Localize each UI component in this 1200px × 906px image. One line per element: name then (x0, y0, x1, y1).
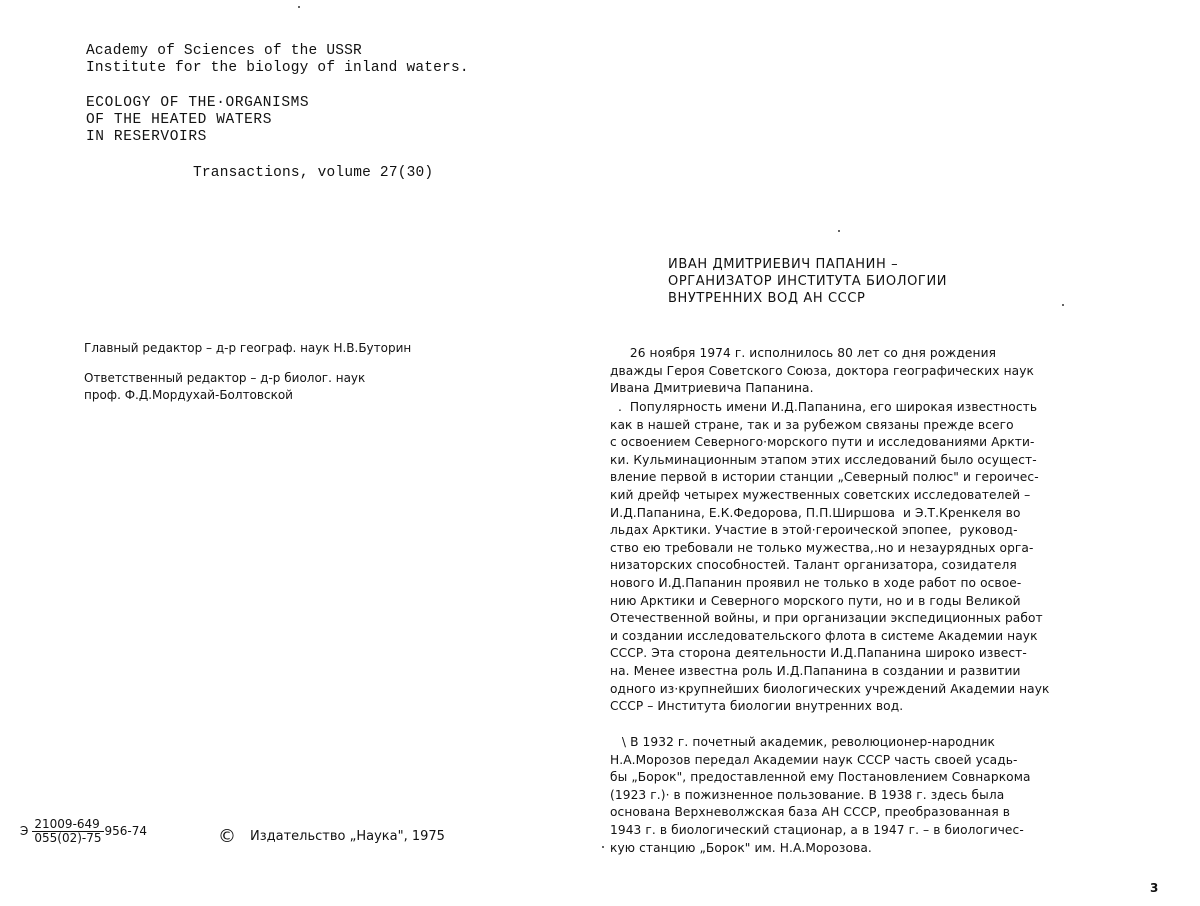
udc-code (20, 818, 147, 845)
text-line: бы „Борок", предоставленной ему Постановлением Совнаркома (610, 770, 1031, 785)
text-line: низаторских способностей. Талант организатора, созидателя (610, 558, 1017, 573)
text-line: Ивана Дмитриевича Папанина. (610, 381, 814, 396)
text-line: основана Верхневолжская база АН СССР, преобразованная в (610, 805, 1011, 820)
institution-line: Academy of Sciences of the USSR (86, 43, 362, 59)
text-line: И.Д.Папанина, Е.К.Федорова, П.П.Ширшова и Э.Т.Кренкеля во (610, 505, 1021, 520)
editor-in-chief: Главный редактор – д-р географ. наук Н.В.Буторин (84, 341, 412, 355)
heading-line: ОРГАНИЗАТОР ИНСТИТУТА БИОЛОГИИ (668, 274, 948, 289)
scan-speck (838, 230, 840, 232)
text-line: Отечественной войны, и при организации экспедиционных работ (610, 611, 1043, 626)
text-line: кий дрейф четырех мужественных советских исследователей – (610, 487, 1031, 502)
scan-speck (298, 6, 300, 8)
udc-denominator: 055(02)-75 (34, 831, 102, 845)
udc-suffix: 956-74 (104, 824, 148, 838)
text-line: \ В 1932 г. почетный академик, революционер-народник (610, 735, 995, 749)
scan-speck (1062, 304, 1064, 306)
udc-fraction (32, 818, 103, 845)
text-line: вление первой в истории станции „Северный полюс" и героичес- (610, 470, 1039, 485)
text-line: Н.А.Морозов передал Академии наук СССР часть своей усадь- (610, 752, 1018, 767)
text-line: и создании исследовательского флота в системе Академии наук (610, 628, 1038, 643)
copyright-icon: © (218, 826, 236, 847)
text-line: 26 ноября 1974 г. исполнилось 80 лет со дня рождения (610, 346, 997, 360)
paragraph-1 (610, 345, 1034, 398)
institution-line: Institute for the biology of inland waters. (86, 60, 469, 76)
article-heading (668, 256, 947, 307)
text-line: одного из·крупнейших биологических учреждений Академии наук (610, 681, 1050, 696)
copyright-notice (218, 828, 445, 845)
text-line: с освоением Северного·морского пути и исследованиями Аркти- (610, 435, 1035, 450)
text-line: 1943 г. в биологический стационар, а в 1947 г. – в биологичес- (610, 822, 1024, 837)
udc-numerator: 21009-649 (32, 818, 103, 832)
text-line: кую станцию „Борок" им. Н.А.Морозова. (610, 840, 872, 855)
text-line: (1923 г.)· в пожизненное пользование. В 1938 г. здесь была (610, 787, 1005, 802)
text-line: льдах Арктики. Участие в этой·героической эпопее, руковод- (610, 523, 1018, 538)
text-line: нию Арктики и Северного морского пути, но и в годы Великой (610, 593, 1021, 608)
scan-speck (602, 846, 604, 848)
heading-line: ИВАН ДМИТРИЕВИЧ ПАПАНИН – (668, 257, 899, 272)
text-line: на. Менее известна роль И.Д.Папанина в создании и развитии (610, 663, 1021, 678)
page-number: 3 (1150, 881, 1159, 895)
publisher-text: Издательство „Наука", 1975 (250, 829, 445, 844)
text-line: как в нашей стране, так и за рубежом связаны прежде всего (610, 417, 1014, 432)
text-line: СССР. Эта сторона деятельности И.Д.Папанина широко извест- (610, 646, 1027, 661)
book-title-line: IN RESERVOIRS (86, 129, 207, 145)
transactions-volume: Transactions, volume 27(30) (193, 165, 434, 181)
text-line: СССР – Института биологии внутренних вод. (610, 699, 904, 714)
paragraph-3 (610, 734, 1031, 857)
responsible-editor (84, 370, 365, 404)
udc-prefix: Э (20, 824, 29, 838)
text-line: ство ею требовали не только мужества,.но и незаурядных орга- (610, 540, 1034, 555)
text-line: ки. Кульминационным этапом этих исследований было осущест- (610, 452, 1037, 467)
book-title-line: OF THE HEATED WATERS (86, 112, 273, 128)
text-line: нового И.Д.Папанин проявил не только в ходе работ по освое- (610, 575, 1022, 590)
institution-block (86, 43, 469, 77)
book-title (86, 95, 309, 146)
responsible-editor-line: Ответственный редактор – д-р биолог. наук (84, 371, 366, 385)
text-line: дважды Героя Советского Союза, доктора географических наук (610, 363, 1034, 378)
responsible-editor-line: проф. Ф.Д.Мордухай-Болтовской (84, 388, 293, 402)
book-title-line: ECOLOGY OF THE·ORGANISMS (86, 95, 310, 111)
text-line: . Популярность имени И.Д.Папанина, его широкая известность (610, 400, 1038, 414)
heading-line: ВНУТРЕННИХ ВОД АН СССР (668, 291, 866, 306)
paragraph-2 (610, 399, 1050, 716)
